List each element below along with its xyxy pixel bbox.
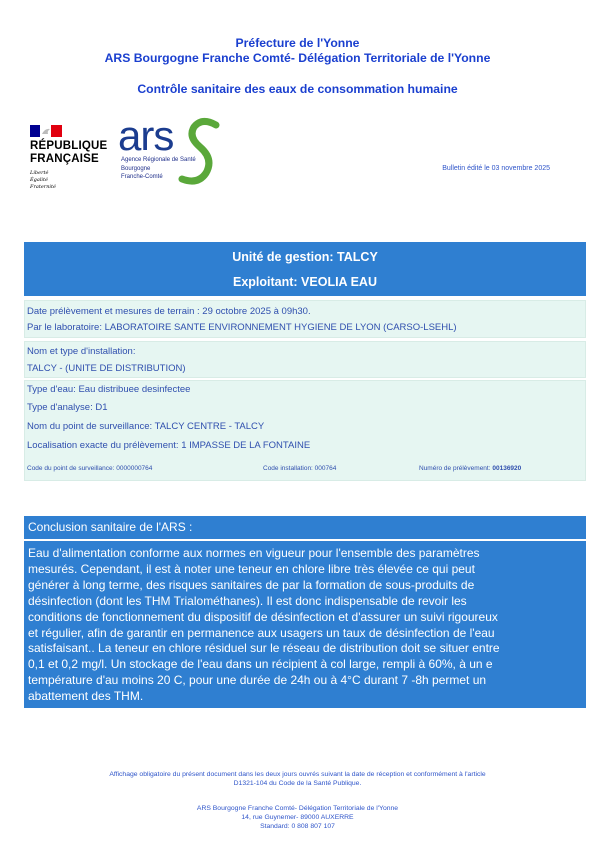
conclusion-line: satisfaisant.. La teneur en chlore résiduel sur le réseau de distribution doit se situer entre [28,641,500,656]
conclusion-header [24,516,586,539]
french-flag-icon [30,125,62,137]
sample-number-value: 00136920 [492,465,522,472]
footer-phone: Standard: 0 808 807 107 [260,823,335,830]
conclusion-line: température d'au moins 20 C, pour une durée de 24h ou à 4°C durant 7 -8h permet un [28,673,487,688]
sample-date: Date prélèvement et mesures de terrain : 29 octobre 2025 à 09h30. [27,306,311,317]
rf-motto-liberte: Liberté [30,170,49,176]
sampling-location: Localisation exacte du prélèvement: 1 IMPASSE DE LA FONTAINE [27,440,311,451]
installation-value: TALCY - (UNITE DE DISTRIBUTION) [27,363,186,374]
conclusion-line: conditions de fonctionnement du dispositif de désinfection et d'assurer un suivi rigoureux [28,609,498,624]
republique-francaise-logo [28,124,108,194]
unit-header-box [24,242,586,296]
type-eau: Type d'eau: Eau distribuee desinfectee [27,384,191,395]
conclusion-line: 0,1 et 0,2 mg/l. Un stockage de l'eau dans un récipient à col large, rempli à 60%, à un e [28,657,493,672]
conclusion-title: Conclusion sanitaire de l'ARS : [28,520,193,534]
installation-code: Code installation: 000764 [263,465,337,472]
conclusion-line: Eau d'alimentation conforme aux normes en vigueur pour l'ensemble des paramètres [28,546,480,560]
sample-panel [24,300,586,338]
exploitant: Exploitant: VEOLIA EAU [233,275,377,289]
bulletin-date: Bulletin édité le 03 novembre 2025 [442,165,550,172]
details-panel [24,380,586,481]
rf-motto-egalite: Égalité [30,177,48,183]
sample-number-label: Numéro de prélèvement: [419,465,491,472]
type-analyse: Type d'analyse: D1 [27,402,108,413]
footer-notice-1: Affichage obligatoire du présent document dans les deux jours ouvrés suivant la date de réception et conformément à l'article [109,771,486,778]
conclusion-line: et régulier, afin de garantir en permanence aux usagers un taux de désinfection de l'eau [28,625,495,640]
footer-notice-2: D1321-104 du Code de la Santé Publique. [233,780,362,787]
sample-laboratory: Par le laboratoire: LABORATOIRE SANTE ENVIRONNEMENT HYGIENE DE LYON (CARSO-LSEHL) [27,322,457,333]
ars-logo [118,117,228,192]
ars-delegation-title: ARS Bourgogne Franche Comté- Délégation Territoriale de l'Yonne [104,51,491,65]
surveillance-point: Nom du point de surveillance: TALCY CENTRE - TALCY [27,421,265,432]
ars-region-line-1: Bourgogne [121,166,151,172]
surveillance-point-code: Code du point de surveillance: 0000000764 [27,465,153,472]
footer-organization: ARS Bourgogne Franche Comté- Délégation Territoriale de l'Yonne [196,805,399,812]
conclusion-body [24,541,586,708]
conclusion-line: abattement des THM. [28,689,144,704]
rf-motto-fraternite: Fraternité [30,184,56,190]
conclusion-line: générer à long terme, des risques sanitaires de par la formation de sous-produits de [28,577,475,592]
ars-region-line-2: Franche-Comté [121,174,163,180]
conclusion-line: désinfection (dont les THM Trialométhanes). Il est donc indispensable de revoir les [28,593,467,608]
unite-gestion: Unité de gestion: TALCY [232,250,378,264]
prefecture-title: Préfecture de l'Yonne [235,36,360,50]
ars-agency-label: Agence Régionale de Santé [121,157,196,163]
rf-line-2: FRANÇAISE [30,153,99,165]
installation-label: Nom et type d'installation: [27,346,136,357]
footer-address: 14, rue Guynemer- 89000 AUXERRE [241,814,354,821]
svg-text:ars: ars [118,117,174,159]
rf-line-1: RÉPUBLIQUE [30,140,108,152]
sample-number [419,465,521,472]
conclusion-line: mesurés. Cependant, il est à noter une teneur en chlore libre très élevée ce qui peut [28,561,475,576]
document-title: Contrôle sanitaire des eaux de consommation humaine [137,82,458,96]
installation-panel [24,341,586,378]
